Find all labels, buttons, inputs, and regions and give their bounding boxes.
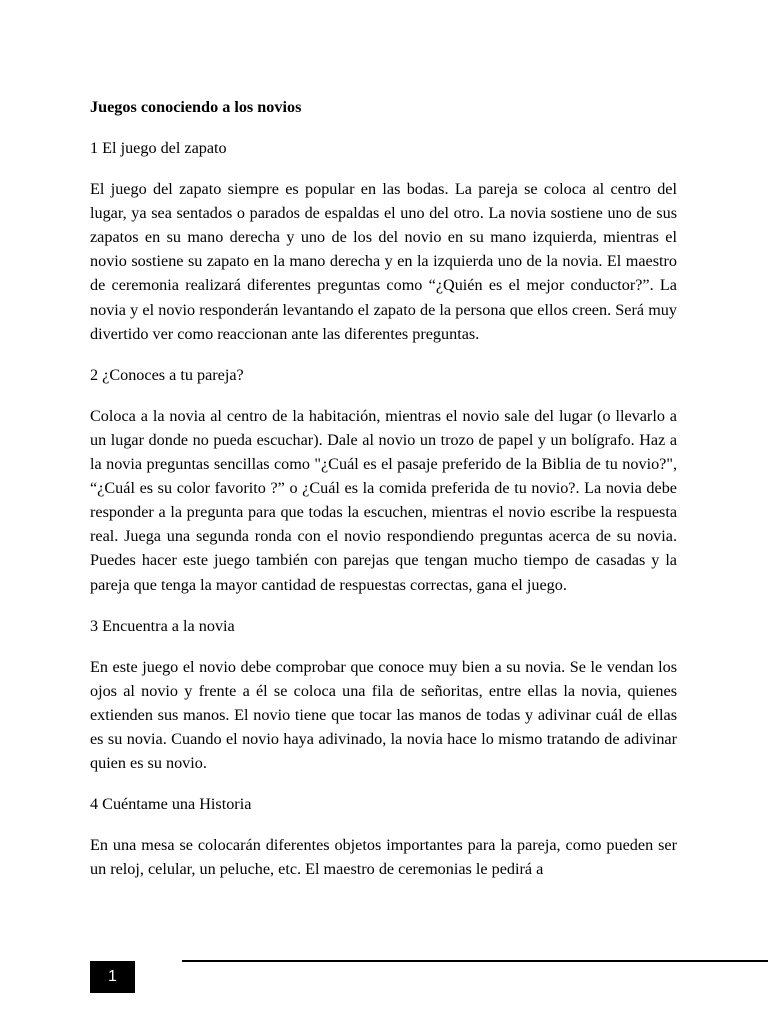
section-heading-3: 3 Encuentra a la novia — [90, 616, 235, 635]
footer-divider — [182, 960, 768, 962]
page-number: 1 — [108, 968, 117, 985]
section-paragraph-3: En este juego el novio debe comprobar que conoce muy bien a su novia. Se le vendan los ojos al novio y frente a él se coloca una fila de señoritas, entre ellas la novia, quienes extienden sus manos. El novio tiene que tocar las manos de todas y adivinar cuál de ellas es su novia. Cuando el novio haya adivinado, la novia hace lo mismo tratando de adivinar quien es su novio. — [90, 657, 677, 773]
section-paragraph-4: En una mesa se colocarán diferentes objetos importantes para la pareja, como pueden ser un reloj, celular, un peluche, etc. El maestro de ceremonias le pedirá a — [90, 836, 677, 879]
section-heading-1: 1 El juego del zapato — [90, 139, 227, 157]
document-body — [90, 95, 677, 881]
section-heading-2: 2 ¿Conoces a tu pareja? — [90, 365, 244, 384]
section-heading-4: 4 Cuéntame una Historia — [90, 795, 252, 814]
document-title: Juegos conociendo a los novios — [90, 98, 302, 116]
section-paragraph-2: Coloca a la novia al centro de la habitación, mientras el novio sale del lugar (o llevarlo a un lugar donde no pueda escuchar). Dale al novio un trozo de papel y un bolígrafo. Haz a la novia preguntas sencillas como "¿Cuál es el pasaje preferido de la Biblia de tu novio?", “¿Cuál es su color favorito ?” o ¿Cuál es la comida preferida de tu novio?. La novia debe responder a la pregunta para que todas la escuchen, mientras el novio escribe la respuesta real. Juega una segunda ronda con el novio respondiendo preguntas acerca de su novia. Puedes hacer este juego también con parejas que tengan mucho tiempo de casadas y la pareja que tenga la mayor cantidad de respuestas correctas, gana el juego. — [90, 406, 677, 594]
section-paragraph-1: El juego del zapato siempre es popular en las bodas. La pareja se coloca al centro del lugar, ya sea sentados o parados de espaldas el uno del otro. La novia sostiene uno de sus zapatos en su mano derecha y uno de los del novio en su mano izquierda, mientras el novio sostiene su zapato en la mano derecha y en la izquierda uno de la novia. El maestro de ceremonia realizará diferentes preguntas como “¿Quién es el mejor conductor?”. La novia y el novio responderán levantando el zapato de la persona que ellos creen. Será muy divertido ver como reaccionan ante las diferentes preguntas. — [90, 180, 677, 343]
page-number-badge — [90, 961, 135, 993]
